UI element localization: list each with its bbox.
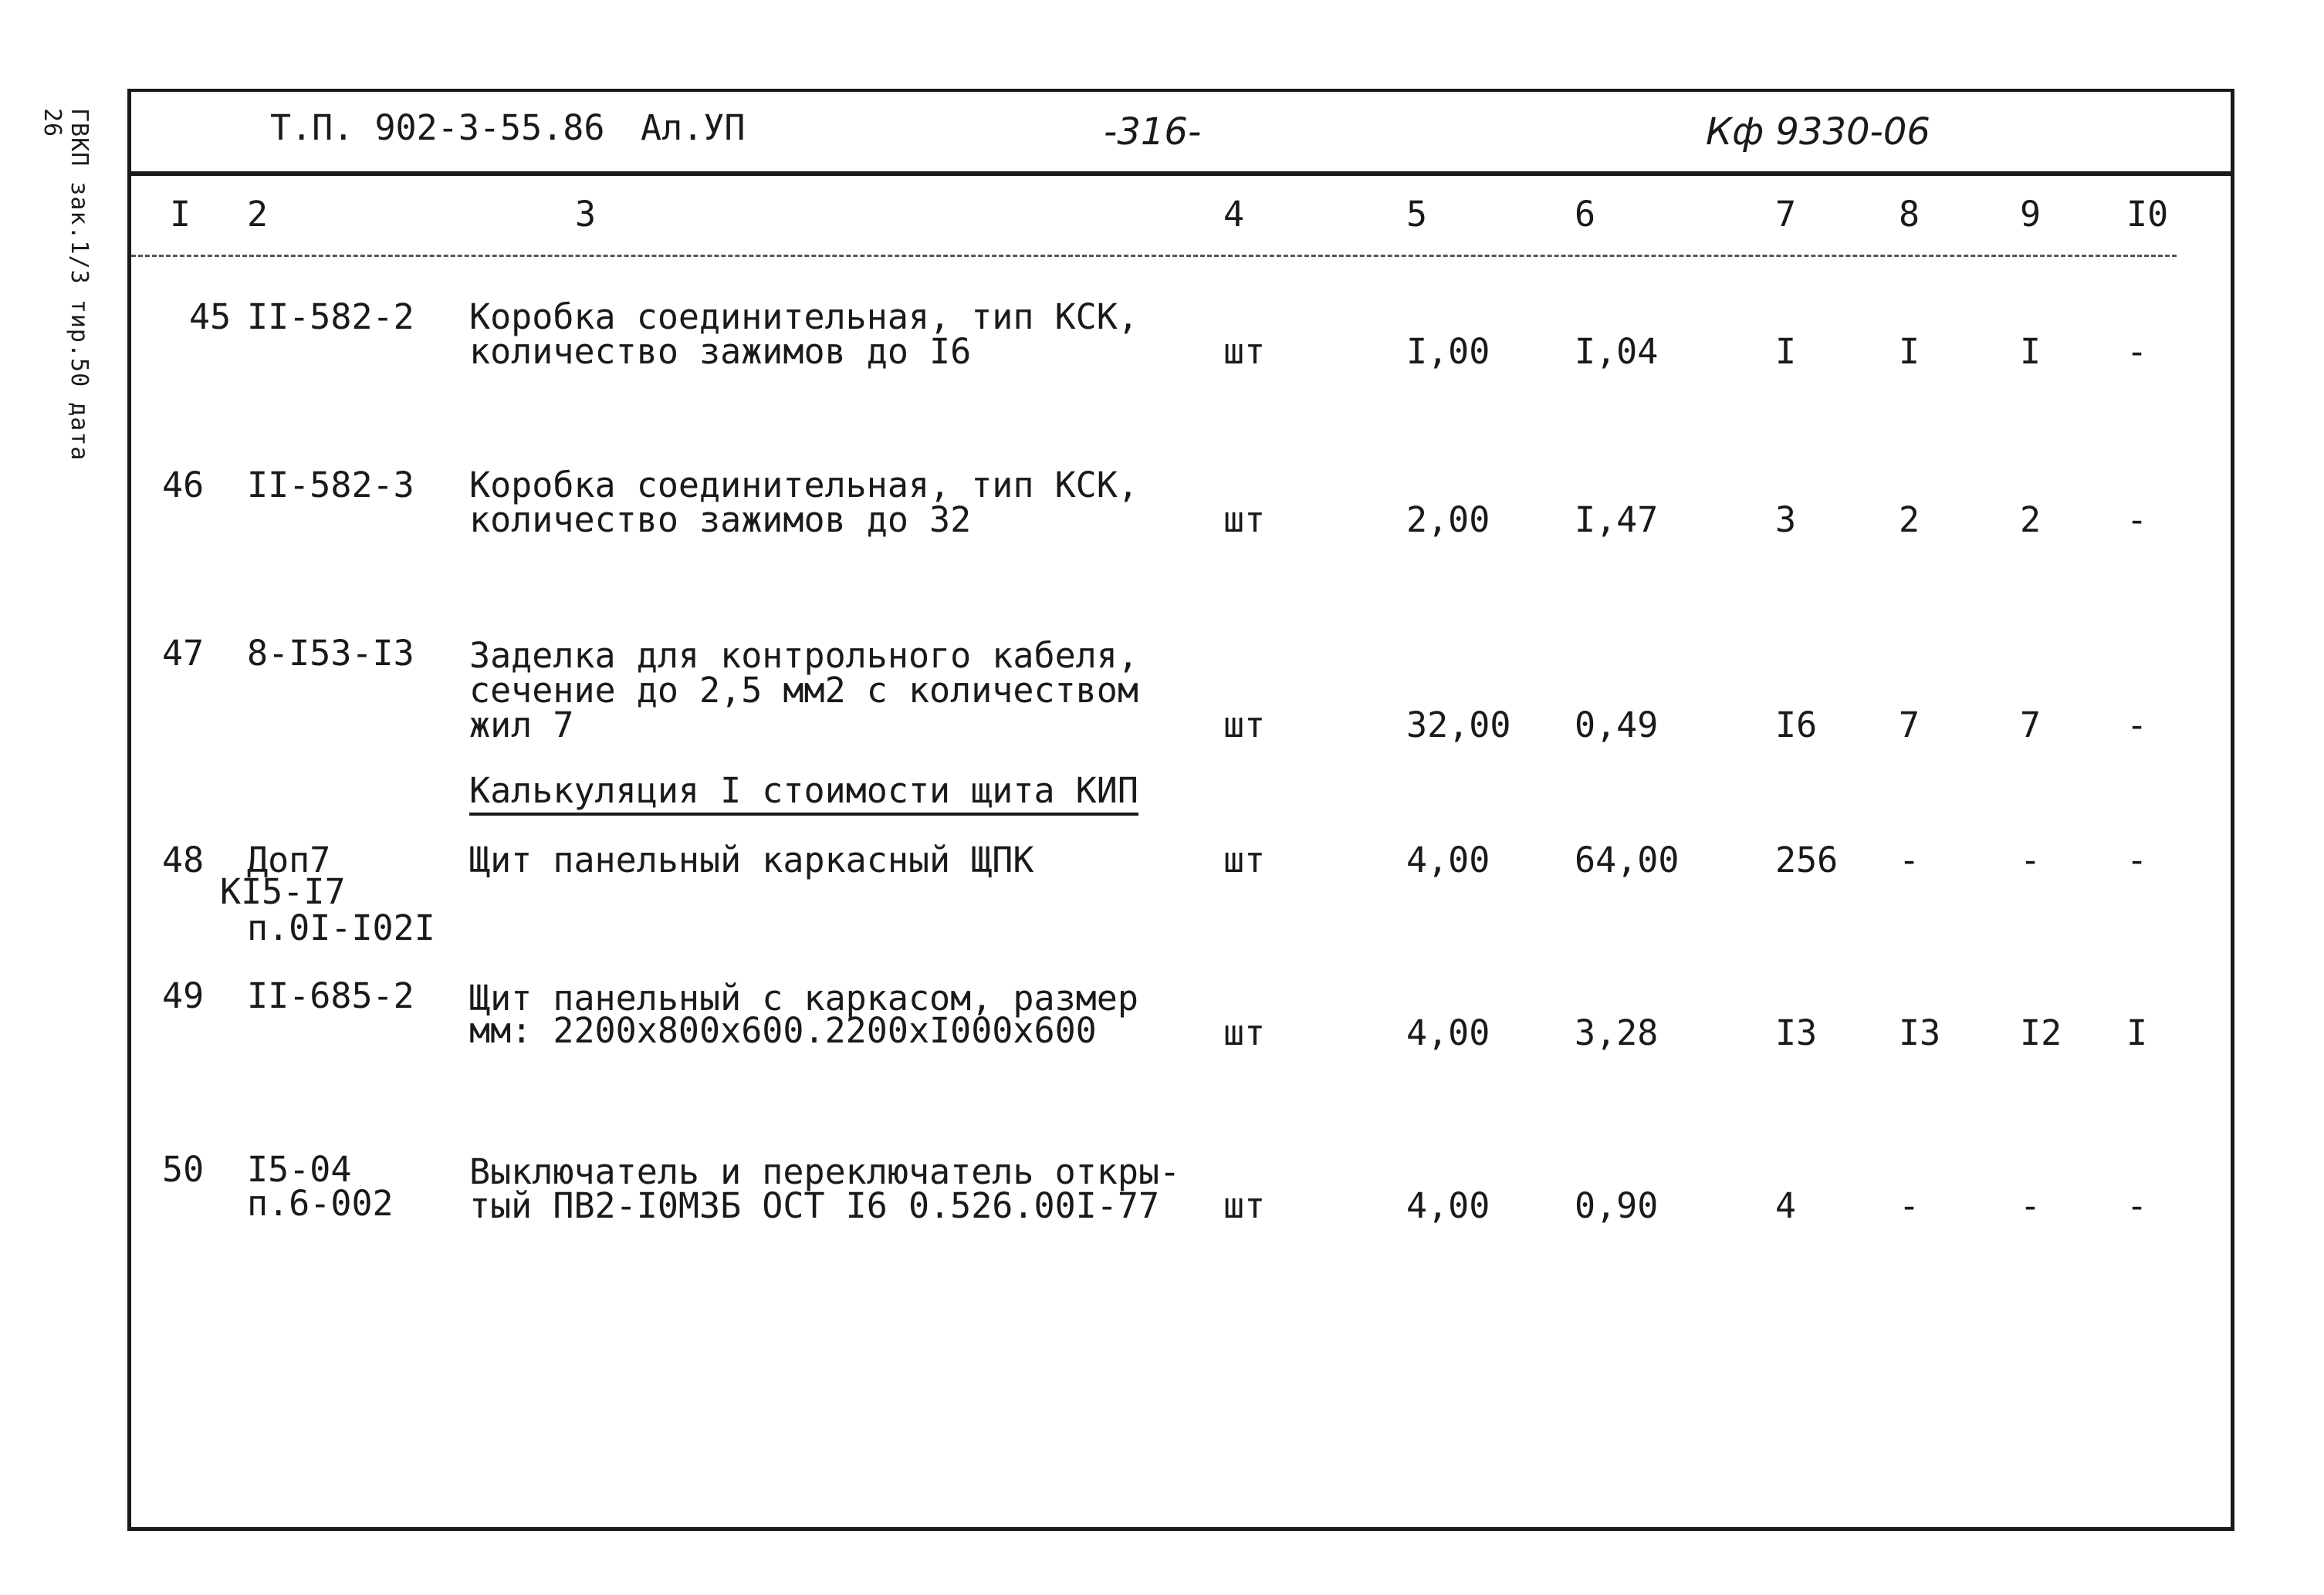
row-number: 49 xyxy=(162,975,205,1016)
col-6-value: 3,28 xyxy=(1575,1012,1659,1053)
item-description: Щит панельный с каркасом, размер xyxy=(469,978,1138,1019)
col-header-4: 4 xyxy=(1223,194,1245,235)
page-number: -316- xyxy=(1104,110,1202,154)
col-7-value: I6 xyxy=(1775,705,1818,745)
row-number: 50 xyxy=(162,1149,205,1190)
col-header-7: 7 xyxy=(1775,194,1797,235)
section-title: Калькуляция I стоимости щита КИП xyxy=(469,773,1138,809)
col-9-value: I2 xyxy=(2020,1012,2062,1053)
col-7-value: 4 xyxy=(1775,1185,1797,1226)
unit: шт xyxy=(1223,840,1266,880)
col-header-6: 6 xyxy=(1575,194,1596,235)
col-9-value: 2 xyxy=(2020,499,2042,540)
col-9-value: 7 xyxy=(2020,705,2042,745)
col-10-value: - xyxy=(2126,331,2148,372)
col-header-9: 9 xyxy=(2020,194,2042,235)
col-7-value: 3 xyxy=(1775,499,1797,540)
quantity: 4,00 xyxy=(1406,1185,1490,1226)
col-header-8: 8 xyxy=(1899,194,1920,235)
col-7-value: I xyxy=(1775,331,1797,372)
col-10-value: I xyxy=(2126,1012,2148,1053)
album-label: Ал.УП xyxy=(641,107,746,148)
quantity: 32,00 xyxy=(1406,705,1511,745)
rate-code: II-582-3 xyxy=(247,465,414,505)
row-number: 46 xyxy=(162,465,205,505)
quantity: I,00 xyxy=(1406,331,1490,372)
col-header-3: 3 xyxy=(575,194,597,235)
row-number: 48 xyxy=(162,840,205,880)
item-description: мм: 2200х800х600.2200хI000х600 xyxy=(469,1010,1097,1051)
col-header-5: 5 xyxy=(1406,194,1428,235)
unit: шт xyxy=(1223,1185,1266,1226)
item-description: Заделка для контрольного кабеля, xyxy=(469,635,1138,676)
item-description: Коробка соединительная, тип КСК, xyxy=(469,465,1138,505)
unit: шт xyxy=(1223,331,1266,372)
col-8-value: I xyxy=(1899,331,1920,372)
item-description: жил 7 xyxy=(469,705,574,745)
col-9-value: I xyxy=(2020,331,2042,372)
item-description: Коробка соединительная, тип КСК, xyxy=(469,296,1138,337)
item-description: Щит панельный каркасный ЩПК xyxy=(469,840,1034,880)
rate-code: п.0I-I02I xyxy=(247,907,435,948)
quantity: 4,00 xyxy=(1406,840,1490,880)
side-stamp: ГВКП зак.1/3 тир.50 дата 26 xyxy=(39,108,93,461)
document-code: Кф 9330-06 xyxy=(1706,110,1930,154)
col-8-value: - xyxy=(1899,840,1920,880)
col-6-value: I,04 xyxy=(1575,331,1659,372)
col-8-value: 2 xyxy=(1899,499,1920,540)
rate-code: II-685-2 xyxy=(247,975,414,1016)
quantity: 2,00 xyxy=(1406,499,1490,540)
unit: шт xyxy=(1223,499,1266,540)
item-description: количество зажимов до I6 xyxy=(469,331,972,372)
item-description: тый ПВ2-I0МЗБ ОСТ I6 0.526.00I-77 xyxy=(469,1185,1160,1226)
col-7-value: 256 xyxy=(1775,840,1839,880)
col-6-value: 64,00 xyxy=(1575,840,1680,880)
table-frame xyxy=(127,89,2234,1531)
quantity: 4,00 xyxy=(1406,1012,1490,1053)
col-6-value: 0,90 xyxy=(1575,1185,1659,1226)
rate-code: II-582-2 xyxy=(247,296,414,337)
rate-code: КI5-I7 xyxy=(220,871,346,912)
rate-code: п.6-002 xyxy=(247,1183,394,1224)
project-number: Т.П. 902-3-55.86 xyxy=(270,107,605,148)
col-10-value: - xyxy=(2126,840,2148,880)
col-6-value: I,47 xyxy=(1575,499,1659,540)
unit: шт xyxy=(1223,1012,1266,1053)
col-10-value: - xyxy=(2126,499,2148,540)
col-header-1: I xyxy=(170,194,191,235)
col-9-value: - xyxy=(2020,1185,2042,1226)
column-number-divider xyxy=(131,255,2177,257)
item-description: сечение до 2,5 мм2 с количеством xyxy=(469,670,1138,711)
rate-code: 8-I53-I3 xyxy=(247,633,414,674)
row-number: 47 xyxy=(162,633,205,674)
row-number: 45 xyxy=(189,296,232,337)
col-header-10: I0 xyxy=(2126,194,2169,235)
col-9-value: - xyxy=(2020,840,2042,880)
col-header-2: 2 xyxy=(247,194,269,235)
rate-code: I5-04 xyxy=(247,1149,352,1190)
col-8-value: 7 xyxy=(1899,705,1920,745)
item-description: Выключатель и переключатель откры- xyxy=(469,1151,1181,1192)
col-6-value: 0,49 xyxy=(1575,705,1659,745)
col-10-value: - xyxy=(2126,705,2148,745)
col-8-value: I3 xyxy=(1899,1012,1941,1053)
rate-code: Доп7 xyxy=(247,840,331,880)
col-8-value: - xyxy=(1899,1185,1920,1226)
col-10-value: - xyxy=(2126,1185,2148,1226)
unit: шт xyxy=(1223,705,1266,745)
header-divider xyxy=(127,171,2234,176)
col-7-value: I3 xyxy=(1775,1012,1818,1053)
item-description: количество зажимов до 32 xyxy=(469,499,972,540)
